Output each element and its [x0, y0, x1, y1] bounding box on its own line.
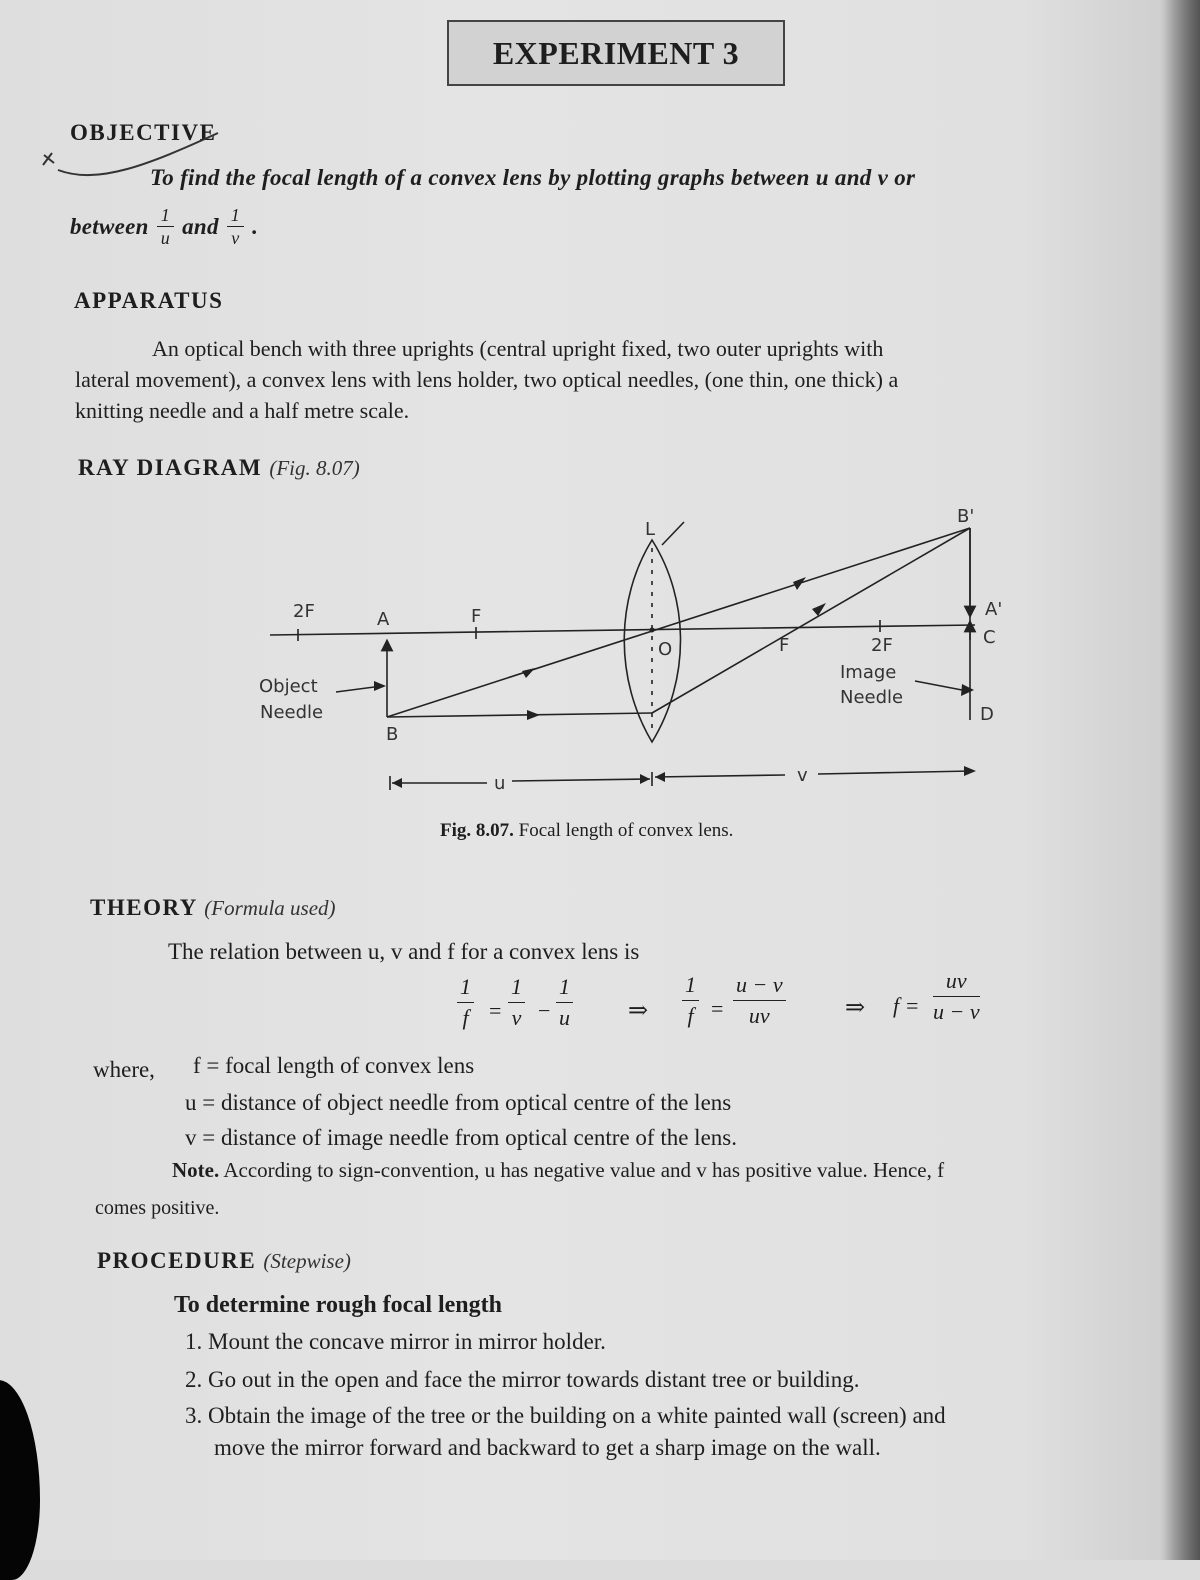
lens-pointer [662, 522, 684, 545]
note-text: According to sign-convention, u has negative value and v has positive value. Hence, f [223, 1158, 945, 1182]
note-label: Note. [172, 1158, 220, 1182]
label-a: A [377, 609, 390, 630]
procedure-paren: (Stepwise) [263, 1249, 351, 1273]
eq1-term-a [508, 972, 525, 1033]
label-f-left: F [471, 606, 482, 627]
label-o: O [658, 639, 673, 660]
eq1-a-den: v [511, 1005, 522, 1030]
def-v: v = distance of image needle from optical centre of the lens. [185, 1125, 737, 1150]
label-image: Image [840, 662, 897, 683]
eq1-lhs-den: f [462, 1005, 469, 1030]
theory-intro: The relation between u, v and f for a convex lens is [168, 939, 640, 964]
implies-2: ⇒ [845, 995, 866, 1021]
ray-arrow [812, 603, 826, 616]
note-continuation: comes positive. [95, 1197, 220, 1219]
procedure-step: 2. Go out in the open and face the mirror towards distant tree or building. [185, 1367, 860, 1392]
eq1-lhs-num: 1 [457, 972, 474, 1003]
v-line-left [655, 775, 785, 777]
eq1-b-num: 1 [556, 972, 573, 1003]
ray-diagram-ref: (Fig. 8.07) [269, 456, 360, 480]
implies-1: ⇒ [628, 998, 649, 1024]
v-arrow-right [964, 766, 976, 776]
def-f: f = focal length of convex lens [193, 1053, 475, 1078]
parallel-ray [387, 713, 652, 717]
eq1-term-b [556, 972, 573, 1033]
apparatus-line-1: An optical bench with three uprights (central upright fixed, two outer uprights with [152, 336, 884, 361]
eq3-rhs [933, 966, 980, 1027]
where-label: where, [93, 1057, 155, 1082]
objective-and: and [182, 213, 219, 239]
label-b-prime: B' [957, 506, 975, 527]
note-line [172, 1155, 944, 1186]
label-b: B [386, 724, 399, 745]
optical-centre-dot [650, 628, 655, 633]
label-c: C [983, 627, 996, 648]
label-u: u [494, 773, 506, 794]
procedure-heading [97, 1248, 351, 1274]
objective-heading: OBJECTIVE [70, 120, 217, 145]
eq2-equals: = [711, 996, 724, 1021]
theory-paren: (Formula used) [204, 896, 336, 920]
label-d: D [980, 704, 994, 725]
def-u: u = distance of object needle from optical centre of the lens [185, 1090, 732, 1115]
objective-between: between [70, 213, 149, 239]
ray-arrow [793, 577, 806, 590]
label-2f-left: 2F [293, 601, 315, 622]
eq2-rhs [733, 970, 786, 1031]
ray-diagram-title: RAY DIAGRAM [78, 455, 263, 480]
label-v: v [797, 765, 808, 786]
eq3-rhs-num: uv [933, 966, 980, 997]
theory-heading [90, 895, 336, 921]
v-line-right [818, 771, 972, 774]
objective-period: . [252, 213, 259, 239]
ray-arrow [522, 668, 535, 678]
label-a-prime: A' [985, 599, 1003, 620]
finger-shadow [0, 1380, 40, 1580]
eq3-rhs-den: u − v [933, 999, 980, 1024]
procedure-title: PROCEDURE [97, 1248, 257, 1273]
procedure-subheading: To determine rough focal length [174, 1292, 502, 1318]
experiment-title: EXPERIMENT 3 [492, 34, 740, 71]
procedure-step: 1. Mount the concave mirror in mirror holder. [185, 1329, 606, 1354]
eq1-b-den: u [559, 1005, 570, 1030]
refracted-ray [652, 528, 970, 713]
procedure-step-continuation: move the mirror forward and backward to get a sharp image on the wall. [214, 1435, 881, 1460]
eq3-lhs: f = [893, 993, 920, 1018]
label-2f-right: 2F [871, 635, 893, 656]
eq1-equals: = [489, 998, 502, 1023]
eq2-rhs-den: uv [748, 1003, 770, 1028]
frac-numerator: 1 [157, 204, 174, 227]
apparatus-line-2: lateral movement), a convex lens with lens holder, two optical needles, (one thin, one thick) a [75, 367, 899, 392]
eq1-minus: − [538, 998, 551, 1023]
eq2-rhs-num: u − v [733, 970, 786, 1001]
figure-label: Fig. 8.07. [440, 820, 514, 841]
apparatus-line-3: knitting needle and a half metre scale. [75, 398, 410, 423]
apparatus-heading: APPARATUS [74, 288, 224, 313]
objective-line-1: To find the focal length of a convex lens by plotting graphs between u and v or [150, 165, 916, 190]
theory-title: THEORY [90, 895, 198, 920]
label-f-right: F [779, 635, 790, 656]
u-arrow-right [640, 774, 650, 784]
eq1-a-num: 1 [508, 972, 525, 1003]
principal-axis [270, 625, 975, 635]
image-pointer [915, 681, 962, 690]
label-object-needle: Needle [260, 702, 324, 723]
label-l: L [645, 519, 656, 540]
ray-arrow [527, 710, 540, 720]
label-image-needle: Needle [840, 687, 904, 708]
procedure-step: 3. Obtain the image of the tree or the building on a white painted wall (screen) and [185, 1403, 946, 1428]
label-object: Object [259, 676, 318, 697]
eq2-lhs-den: f [687, 1003, 694, 1028]
figure-caption-text: Focal length of convex lens. [518, 820, 734, 841]
frac-denominator: u [160, 228, 171, 248]
eq1-lhs [457, 972, 474, 1033]
figure-caption [440, 820, 733, 842]
eq2-lhs [682, 970, 699, 1031]
ray-arrow [961, 684, 974, 696]
v-arrow-left [655, 772, 665, 782]
ray-arrow [374, 681, 386, 691]
u-arrow-left [392, 778, 402, 788]
u-line-right [512, 779, 650, 781]
frac-numerator: 1 [227, 204, 244, 227]
frac-denominator: v [231, 228, 240, 248]
eq2-lhs-num: 1 [682, 970, 699, 1001]
